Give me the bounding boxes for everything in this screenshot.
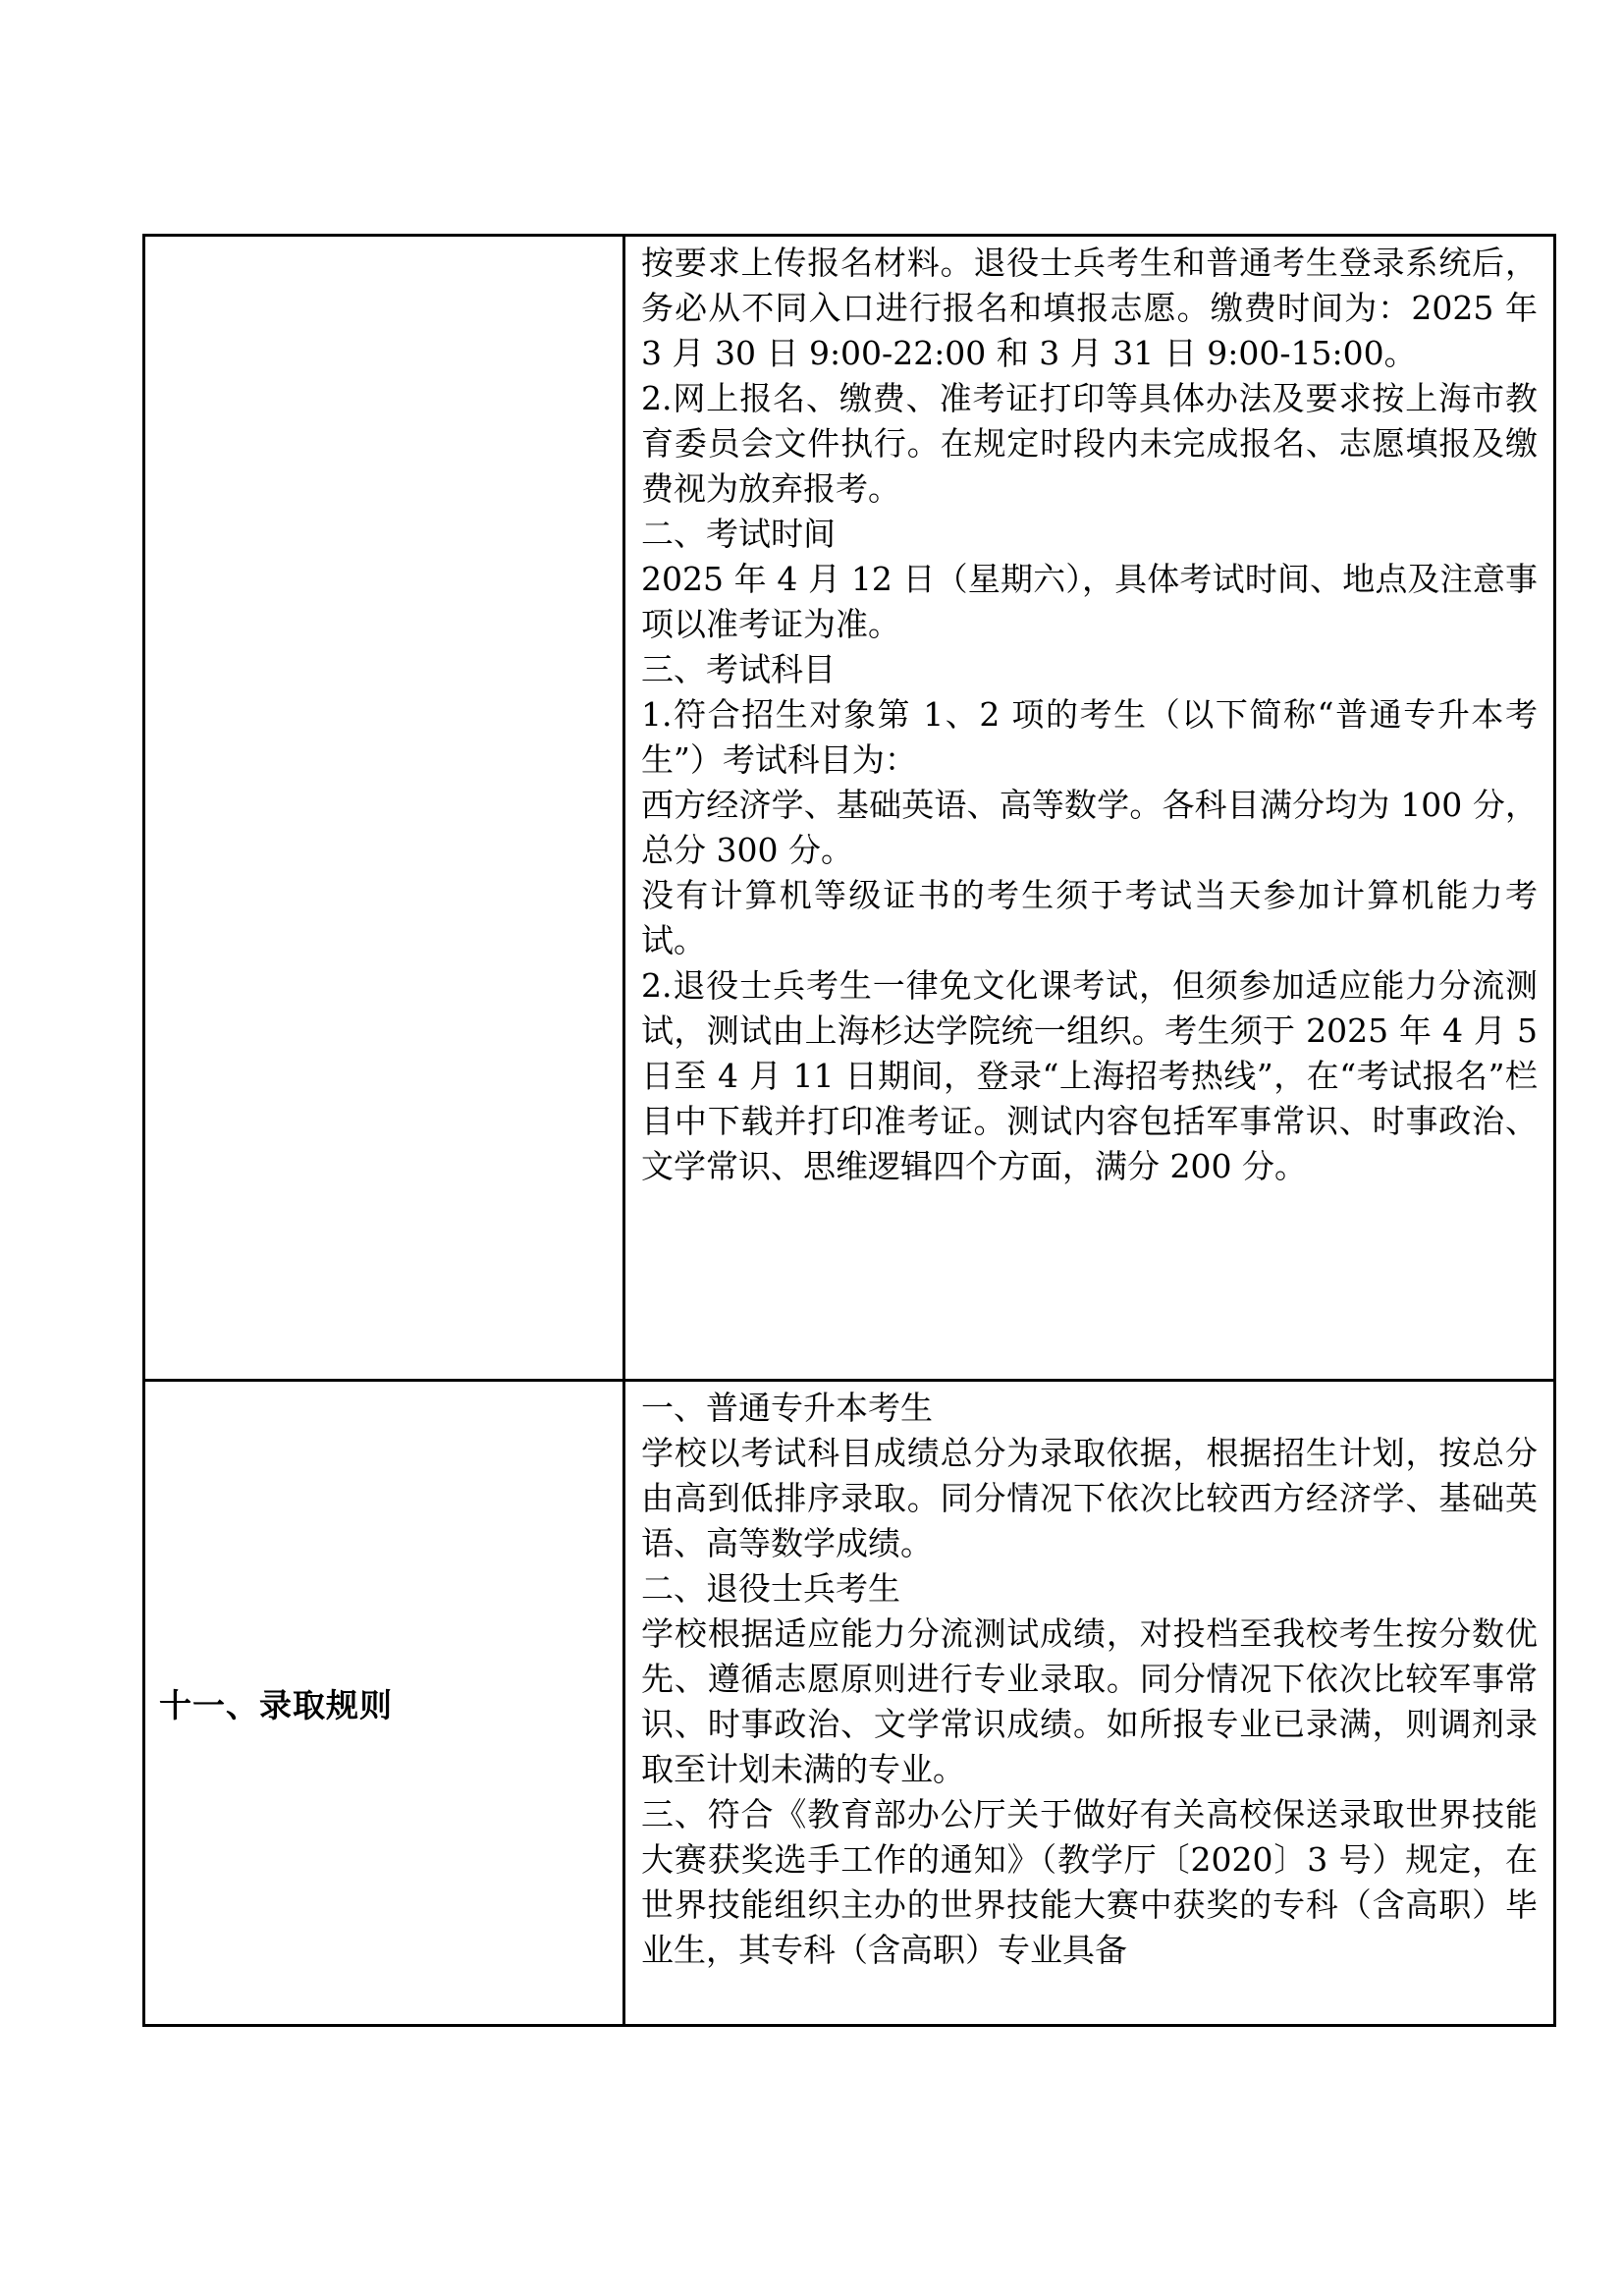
row-content-cell [624, 1381, 1555, 2026]
section-heading: 一、普通专升本考生 [641, 1389, 933, 1427]
paragraph: 按要求上传报名材料。退役士兵考生和普通考生登录系统后，务必从不同入口进行报名和填报志愿。缴费时间为：2025 年 3 月 30 日 9:00-22:00 和 3 月 31 日 9:00-15:00。 [641, 244, 1538, 372]
table-row-admission-rules [144, 1381, 1555, 2026]
table-row-exam [144, 236, 1555, 1381]
paragraph: 没有计算机等级证书的考生须于考试当天参加计算机能力考试。 [641, 876, 1538, 959]
section-heading: 三、考试科目 [641, 650, 836, 688]
paragraph: 三、符合《教育部办公厅关于做好有关高校保送录取世界技能大赛获奖选手工作的通知》（教学厅〔2020〕3 号）规定，在世界技能组织主办的世界技能大赛中获奖的专科（含高职）毕业生，其专科（含高职）专业具备 [641, 1795, 1538, 1969]
paragraph: 学校根据适应能力分流测试成绩，对投档至我校考生按分数优先、遵循志愿原则进行专业录取。同分情况下依次比较军事常识、时事政治、文学常识成绩。如所报专业已录满，则调剂录取至计划未满的专业。 [641, 1614, 1538, 1788]
paragraph: 1.符合招生对象第 1、2 项的考生（以下简称“普通专升本考生”）考试科目为： [641, 695, 1538, 779]
paragraph: 2.网上报名、缴费、准考证打印等具体办法及要求按上海市教育委员会文件执行。在规定时段内未完成报名、志愿填报及缴费视为放弃报考。 [641, 379, 1538, 508]
paragraph: 西方经济学、基础英语、高等数学。各科目满分均为 100 分，总分 300 分。 [641, 786, 1538, 869]
admission-info-table [142, 234, 1556, 2027]
section-heading: 二、退役士兵考生 [641, 1569, 900, 1608]
admission-rules-label: 十一、录取规则 [144, 1381, 624, 2026]
paragraph: 2025 年 4 月 12 日（星期六），具体考试时间、地点及注意事项以准考证为准。 [641, 560, 1538, 643]
paragraph: 学校以考试科目成绩总分为录取依据，根据招生计划，按总分由高到低排序录取。同分情况下依次比较西方经济学、基础英语、高等数学成绩。 [641, 1434, 1538, 1562]
row-content-cell [624, 236, 1555, 1381]
row-label-cell [144, 236, 624, 1381]
admission-rules-content [625, 1382, 1553, 1973]
paragraph: 2.退役士兵考生一律免文化课考试，但须参加适应能力分流测试，测试由上海杉达学院统一组织。考生须于 2025 年 4 月 5 日至 4 月 11 日期间，登录“上海招考热线”，在“考试报名”栏目中下载并打印准考证。测试内容包括军事常识、时事政治、文学常识、思维逻辑四个方面，满分 200 分。 [641, 966, 1538, 1185]
section-heading: 二、考试时间 [641, 515, 836, 553]
exam-content [625, 237, 1553, 1189]
